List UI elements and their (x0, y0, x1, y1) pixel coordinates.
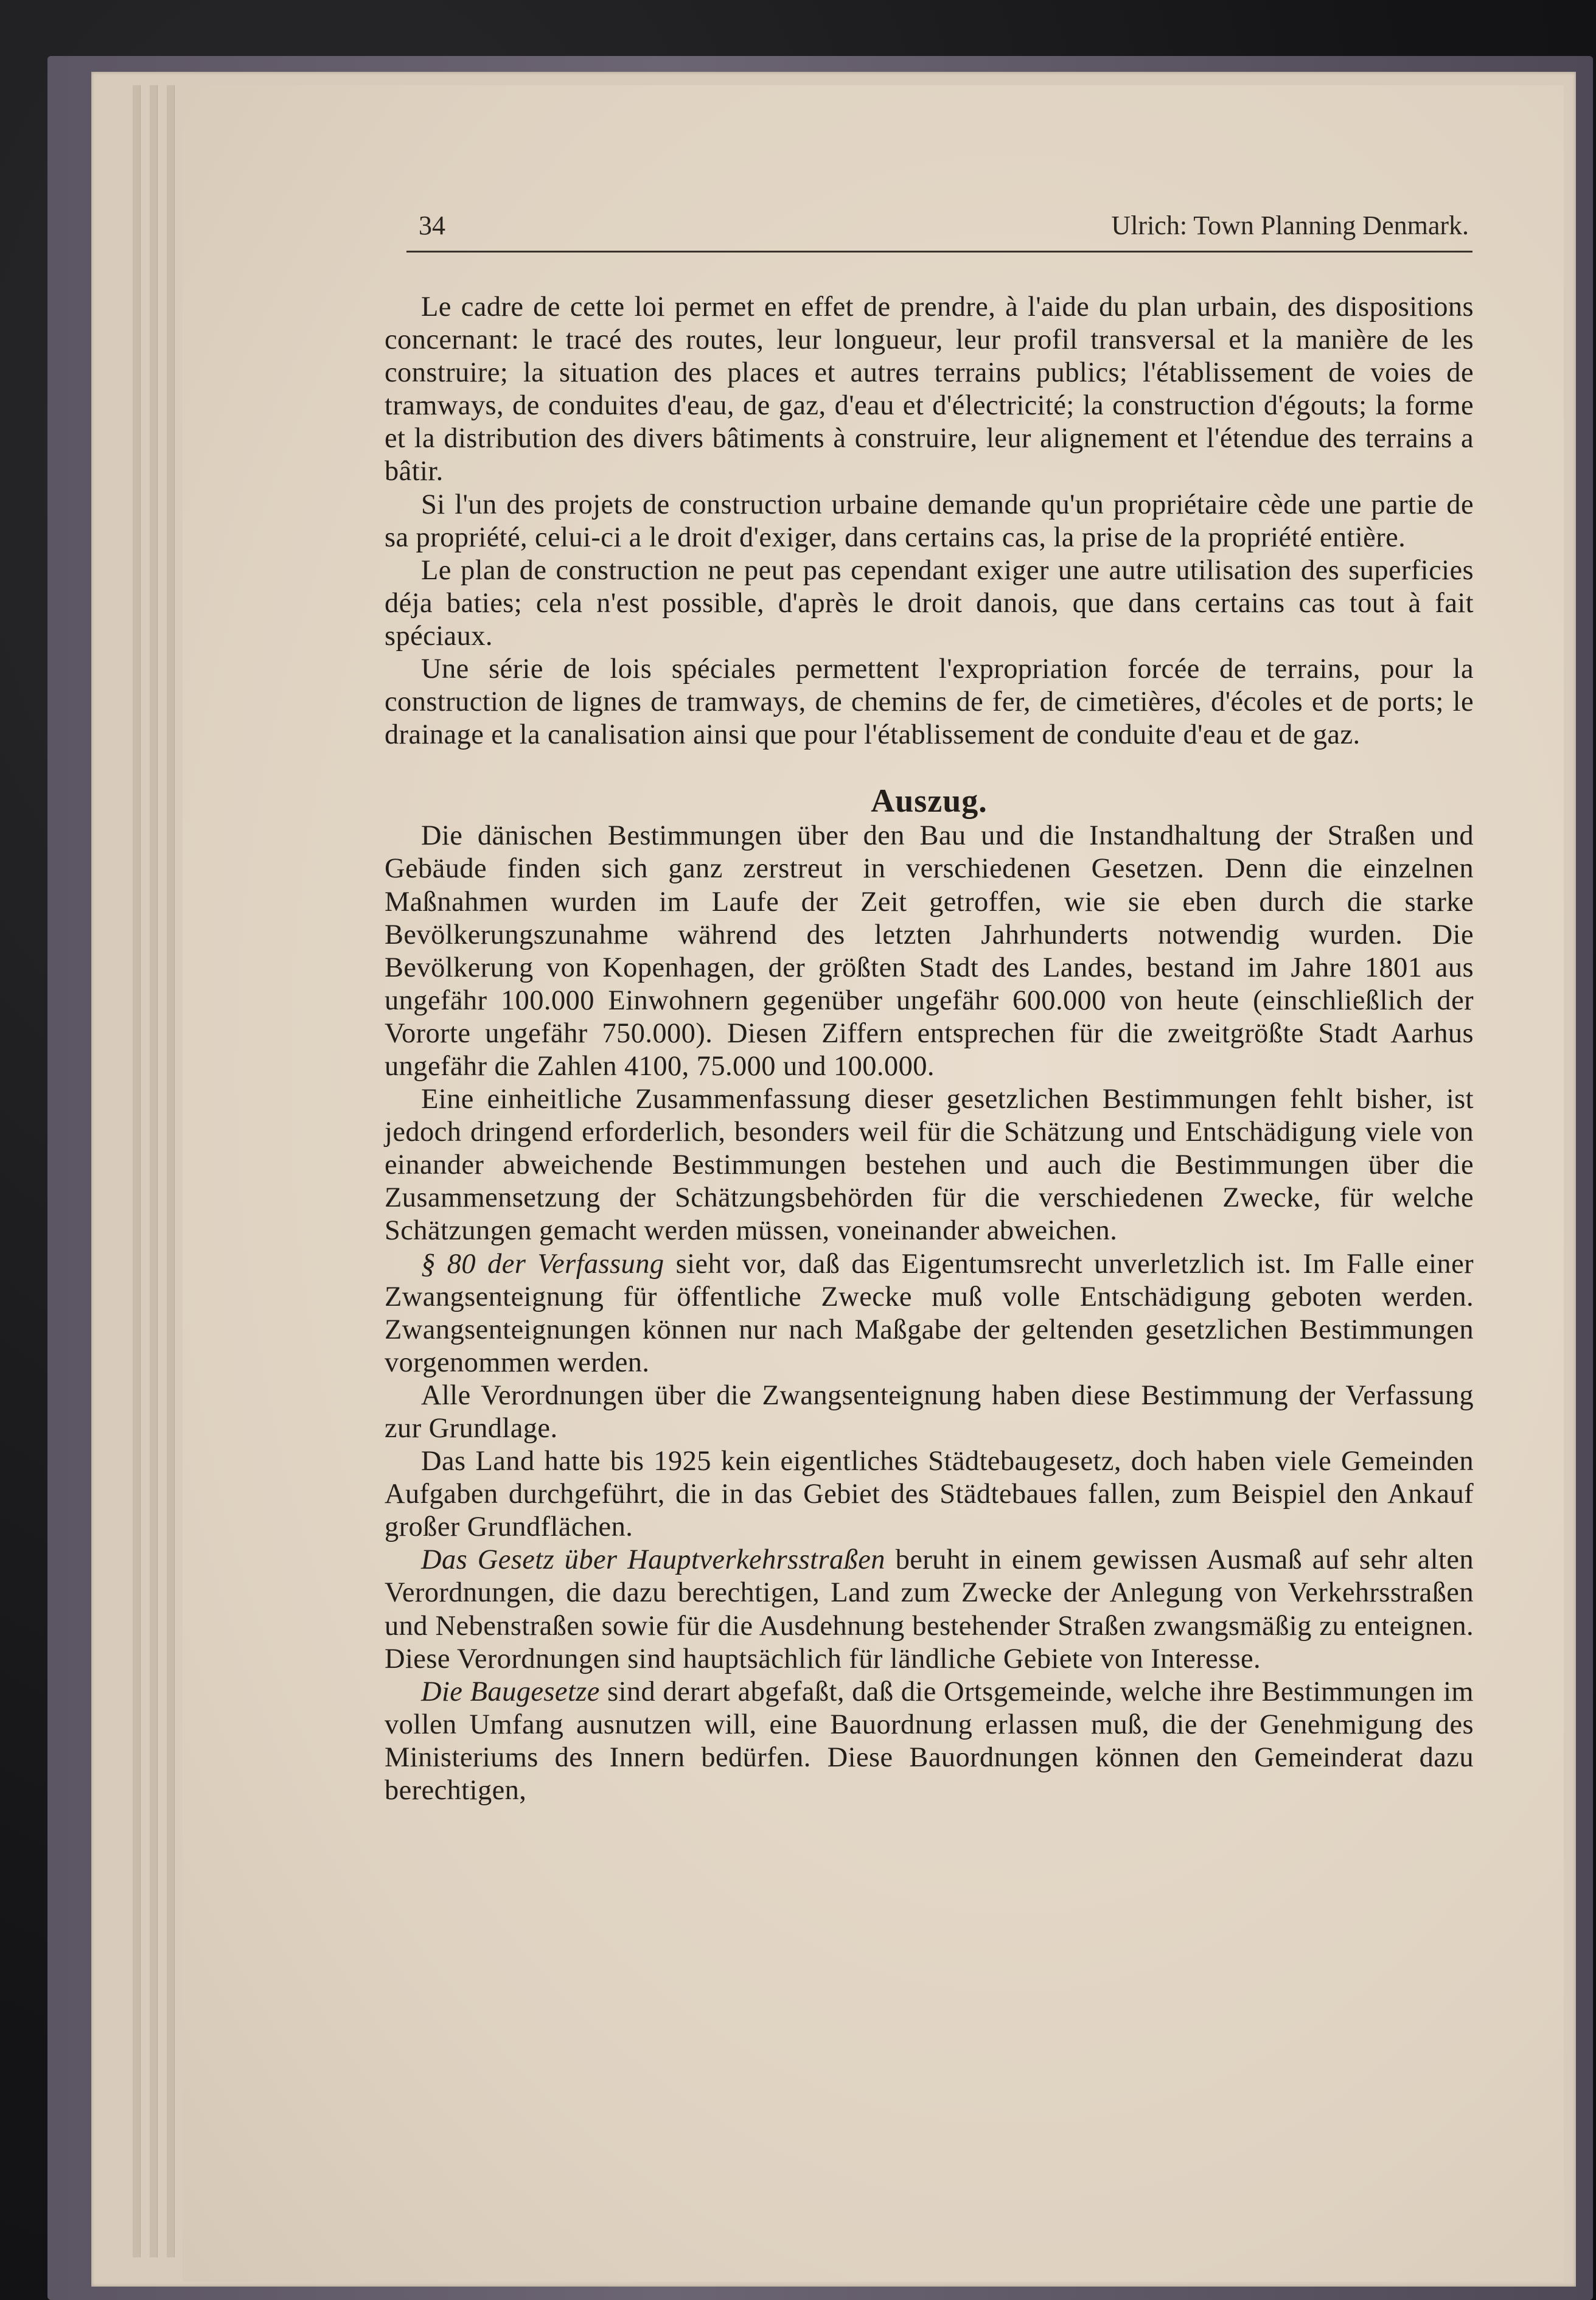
header-rule (406, 251, 1472, 253)
paragraph-text: Die dänischen Bestimmungen über den Bau und die Instandhaltung der Straßen und Gebäude finden sich ganz zerstreut in verschiedenen Gesetzen. Denn die einzelnen Maßnahmen wurden im Laufe der Zeit getroffen, wie sie eben durch die starke Bevölkerungszunahme während des letzten Jahrhunderts notwendig wurden. Die Bevölkerung von Kopenhagen, der größten Stadt des Landes, bestand im Jahre 1801 aus ungefähr 100.000 Einwohnern gegenüber ungefähr 600.000 von heute (einschließlich der Vororte ungefähr 750.000). Diesen Ziffern entsprechen für die zweitgrößte Stadt Aarhus ungefähr die Zahlen 4100, 75.000 und 100.000. (385, 820, 1474, 1082)
paragraph (385, 1676, 1474, 1807)
paragraph-text: Das Land hatte bis 1925 kein eigentliches Städtebaugesetz, doch haben viele Gemeinden Aufgaben durchgeführt, die in das Gebiet des Städtebaues fallen, zum Beispiel den Ankauf großer Grundflächen. (385, 1446, 1474, 1543)
running-title: Ulrich: Town Planning Denmark. (1111, 211, 1469, 240)
paragraph (385, 820, 1474, 1083)
paragraph (385, 1379, 1474, 1445)
paragraph (385, 1083, 1474, 1247)
italic-lead: Das Gesetz über Hauptverkehrsstraßen (421, 1544, 885, 1576)
page-edge (150, 85, 158, 2257)
paragraph: Si l'un des projets de construction urbaine demande qu'un propriétaire cède une partie de sa propriété, celui-ci a le droit d'exiger, dans certains cas, la prise de la propriété entière. (385, 489, 1474, 553)
paragraph: Le plan de construction ne peut pas cependant exiger une autre utilisation des superficies déja baties; cela n'est possible, d'après le droit danois, que dans certains cas tout à fait spéciaux. (385, 554, 1474, 652)
paragraph: Le cadre de cette loi permet en effet de prendre, à l'aide du plan urbain, des dispositions concernant: le tracé des routes, leur longueur, leur profil transversal et la manière de les construire; la situation des places et autres terrains publics; l'établissement de voies de tramways, de conduites d'eau, de gaz, d'eau et d'électricité; la construction d'égouts; la forme et la distribution des divers bâtiments à construire, leur alignement et l'étendue des terrains a bâtir. (385, 291, 1474, 487)
paragraph: Une série de lois spéciales permettent l'expropriation forcée de terrains, pour la construction de lignes de tramways, de chemins de fer, de cimetières, d'écoles et de ports; le drainage et la canalisation ainsi que pour l'établissement de conduite d'eau et de gaz. (385, 653, 1474, 751)
paragraph-text: sind derart abgefaßt, daß die Ortsgemeinde, welche ihre Bestimmungen im vollen Umfang ausnutzen will, eine Bauordnung erlassen muß, die der Genehmigung des Ministeriums des Innern bedürfen. Diese Bauordnungen können den Gemeinderat dazu berechtigen, (385, 1676, 1474, 1807)
running-header (414, 210, 1472, 248)
paragraph-text: Eine einheitliche Zusammenfassung dieser gesetzlichen Bestimmungen fehlt bisher, ist jedoch dringend erforderlich, besonders weil für die Schätzung und Entschädigung viele von einander abweichende Bestimmungen bestehen und auch die Bestimmungen über die Zusammensetzung der Schätzungsbehörden für die verschiedenen Zwecke, für welche Schätzungen gemacht werden müssen, voneinander abweichen. (385, 1084, 1474, 1247)
paragraph (385, 1445, 1474, 1544)
page-edge (167, 85, 175, 2257)
page-number: 34 (419, 211, 445, 240)
body-text (385, 291, 1474, 1807)
paragraph-text: sieht vor, daß das Eigentumsrecht unverletzlich ist. Im Falle einer Zwangsenteignung für öffentliche Zwecke muß volle Entschädigung geboten werden. Zwangsenteignungen können nur nach Maßgabe der geltenden gesetzlichen Bestimmungen vorgenommen werden. (385, 1248, 1474, 1378)
italic-lead: § 80 der Verfassung (421, 1248, 664, 1280)
paragraph (385, 1544, 1474, 1675)
paragraph (385, 1248, 1474, 1379)
paragraph-text: Alle Verordnungen über die Zwangsenteignung haben diese Bestimmung der Verfassung zur Grundlage. (385, 1379, 1474, 1444)
page-edge (133, 85, 141, 2257)
section-heading: Auszug. (871, 782, 988, 820)
paragraph-text: beruht in einem gewissen Ausmaß auf sehr alten Verordnungen, die dazu berechtigen, Land zum Zwecke der Anlegung von Verkehrsstraßen und Nebenstraßen sowie für die Ausdehnung bestehender Straßen zwangsmäßig zu enteignen. Diese Verordnungen sind hauptsächlich für ländliche Gebiete von Interesse. (385, 1544, 1474, 1674)
italic-lead: Die Baugesetze (421, 1676, 600, 1707)
